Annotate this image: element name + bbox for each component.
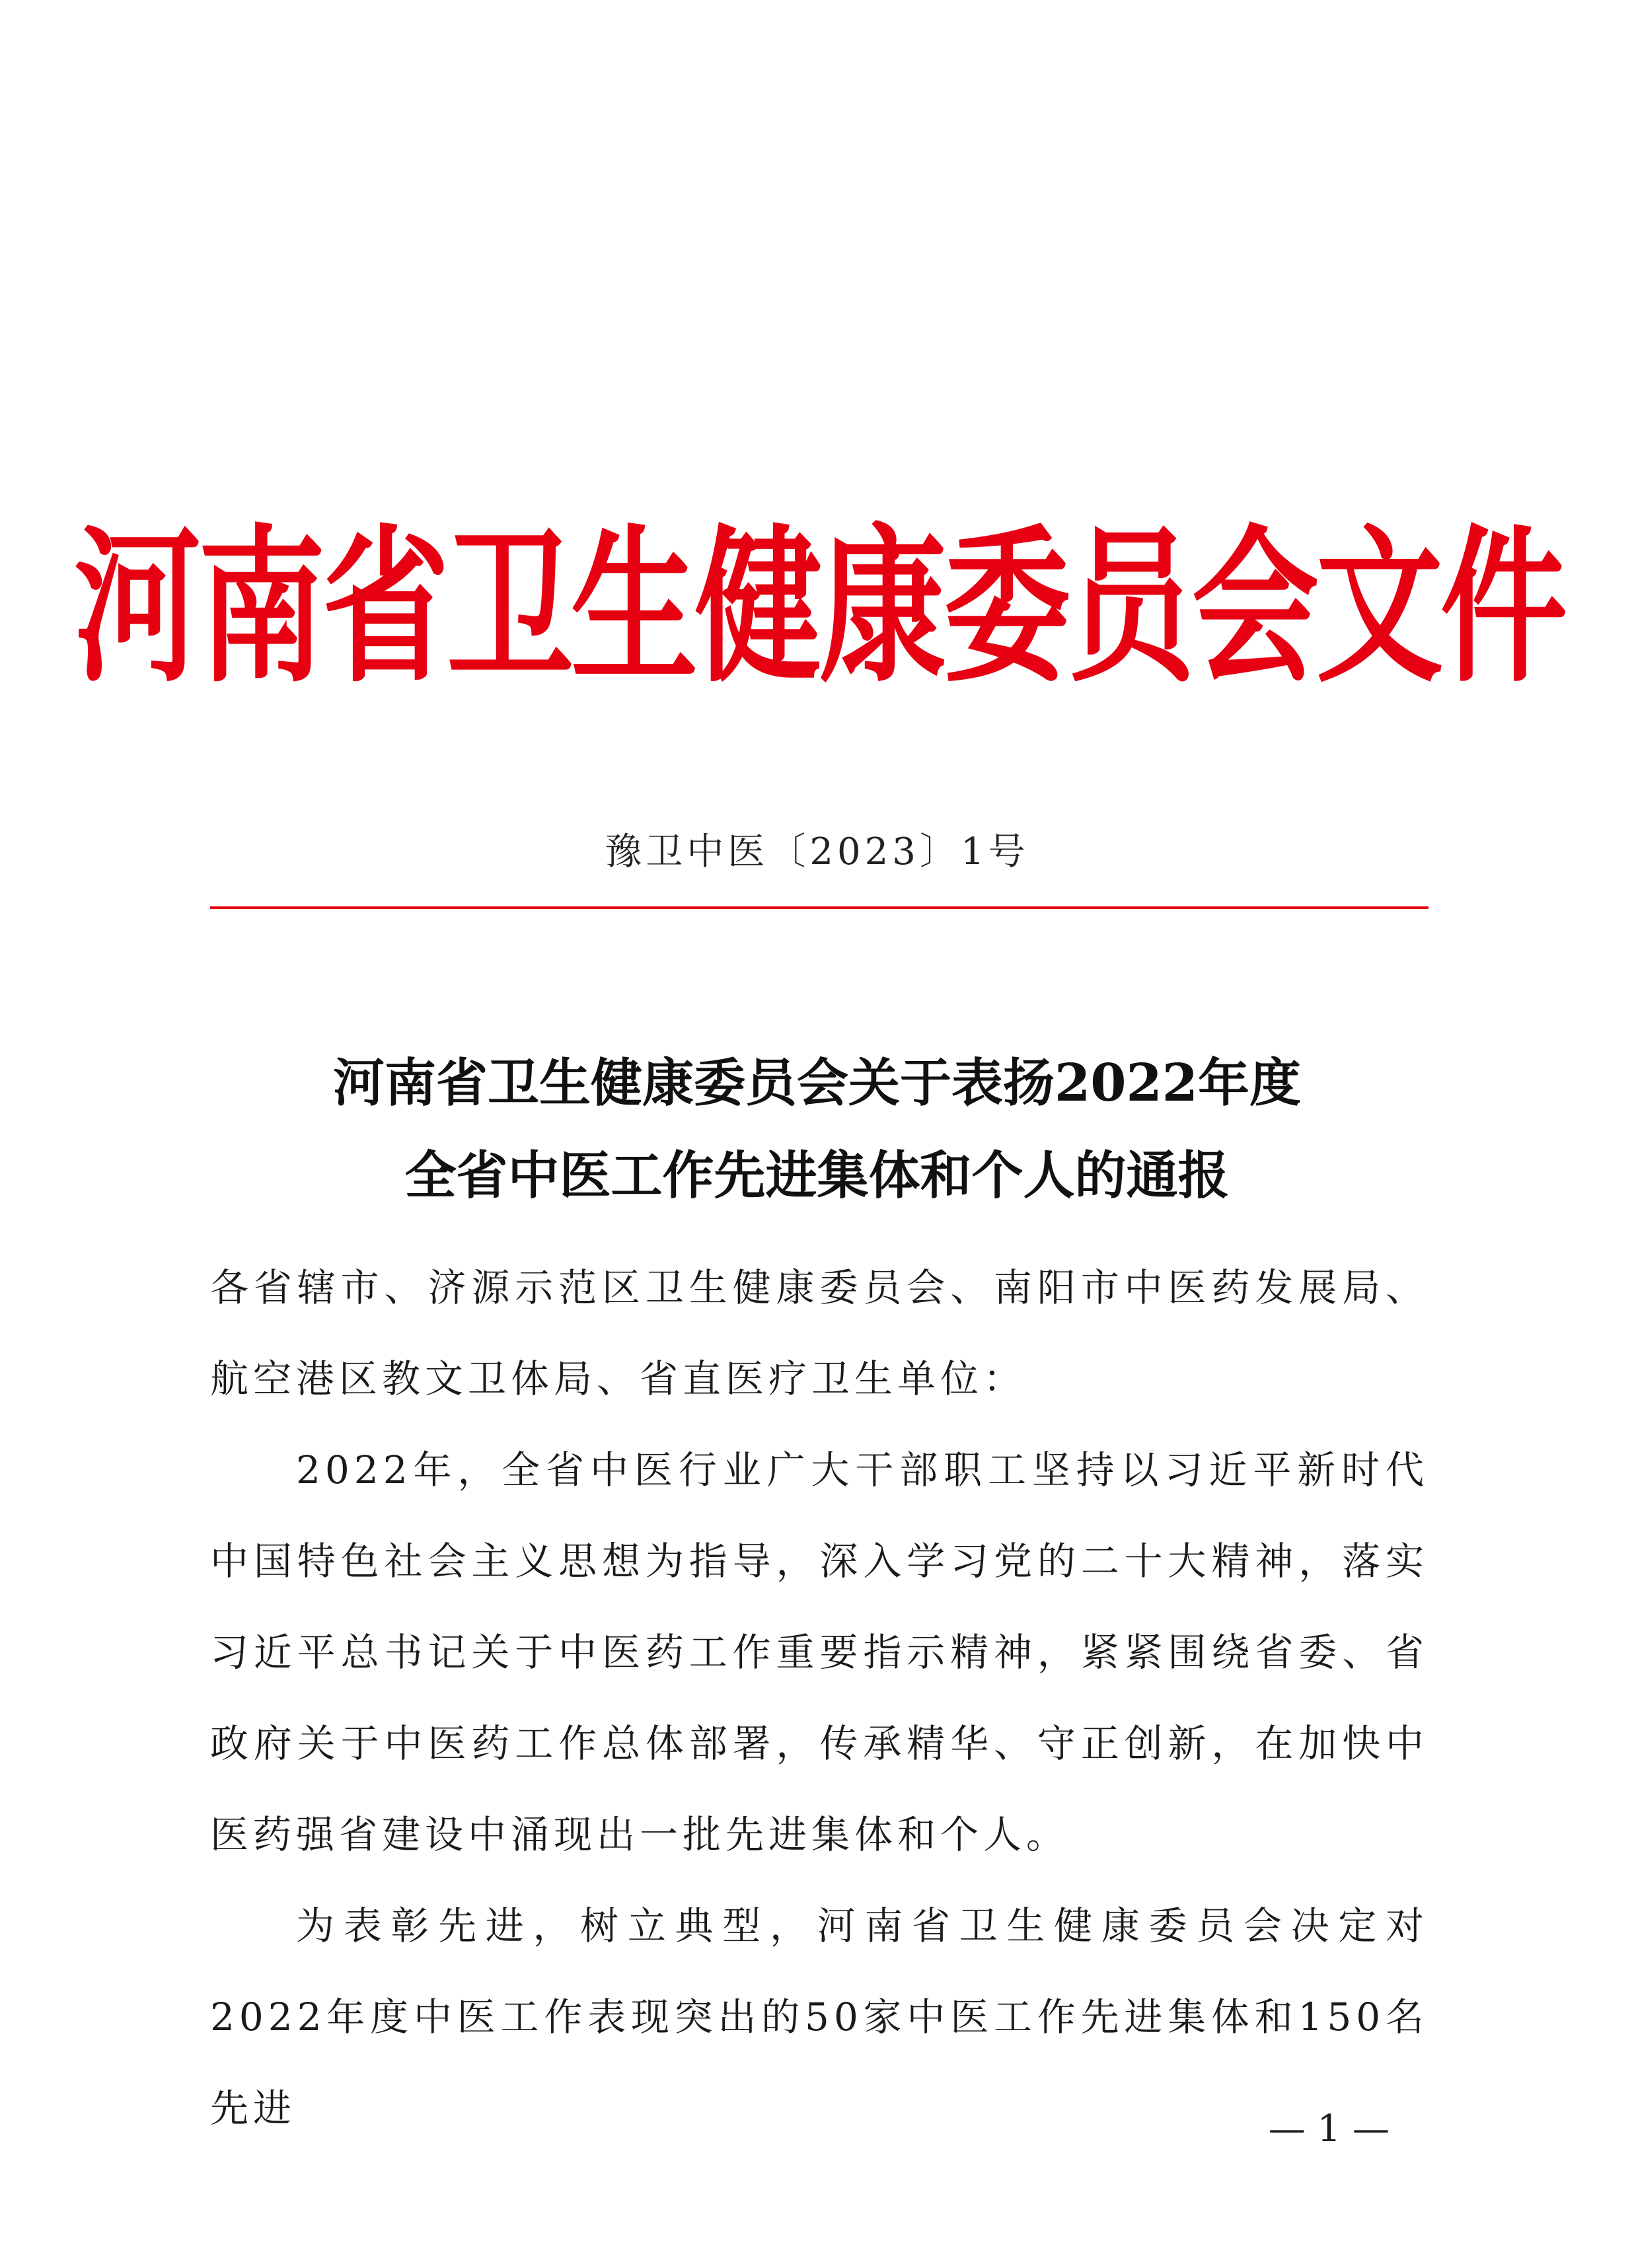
red-divider — [210, 906, 1429, 909]
masthead-title: 河南省卫生健康委员会文件 — [74, 509, 1565, 706]
page-number: — 1 — — [1268, 2107, 1390, 2150]
masthead — [74, 509, 1565, 706]
salutation: 各省辖市、济源示范区卫生健康委员会、南阳市中医药发展局、航空港区教文卫体局、省直医疗卫生单位： — [210, 1265, 1429, 1401]
document-number: 豫卫中医〔2023〕1号 — [605, 830, 1029, 873]
document-title-line-1: 河南省卫生健康委员会关于表扬2022年度 — [332, 1053, 1302, 1113]
body-paragraph-1: 2022年，全省中医行业广大干部职工坚持以习近平新时代中国特色社会主义思想为指导，深入学习党的二十大精神，落实习近平总书记关于中医药工作重要指示精神，紧紧围绕省委、省政府关于中医药工作总体部署，传承精华、守正创新，在加快中医药强省建设中涌现出一批先进集体和个人。 — [210, 1447, 1429, 1857]
document-title — [0, 1037, 1634, 1222]
document-body — [210, 1242, 1429, 2154]
document-title-line-2: 全省中医工作先进集体和个人的通报 — [404, 1146, 1230, 1206]
body-paragraph-2: 为表彰先进，树立典型，河南省卫生健康委员会决定对2022年度中医工作表现突出的50家中医工作先进集体和150名先进 — [210, 1903, 1429, 2131]
